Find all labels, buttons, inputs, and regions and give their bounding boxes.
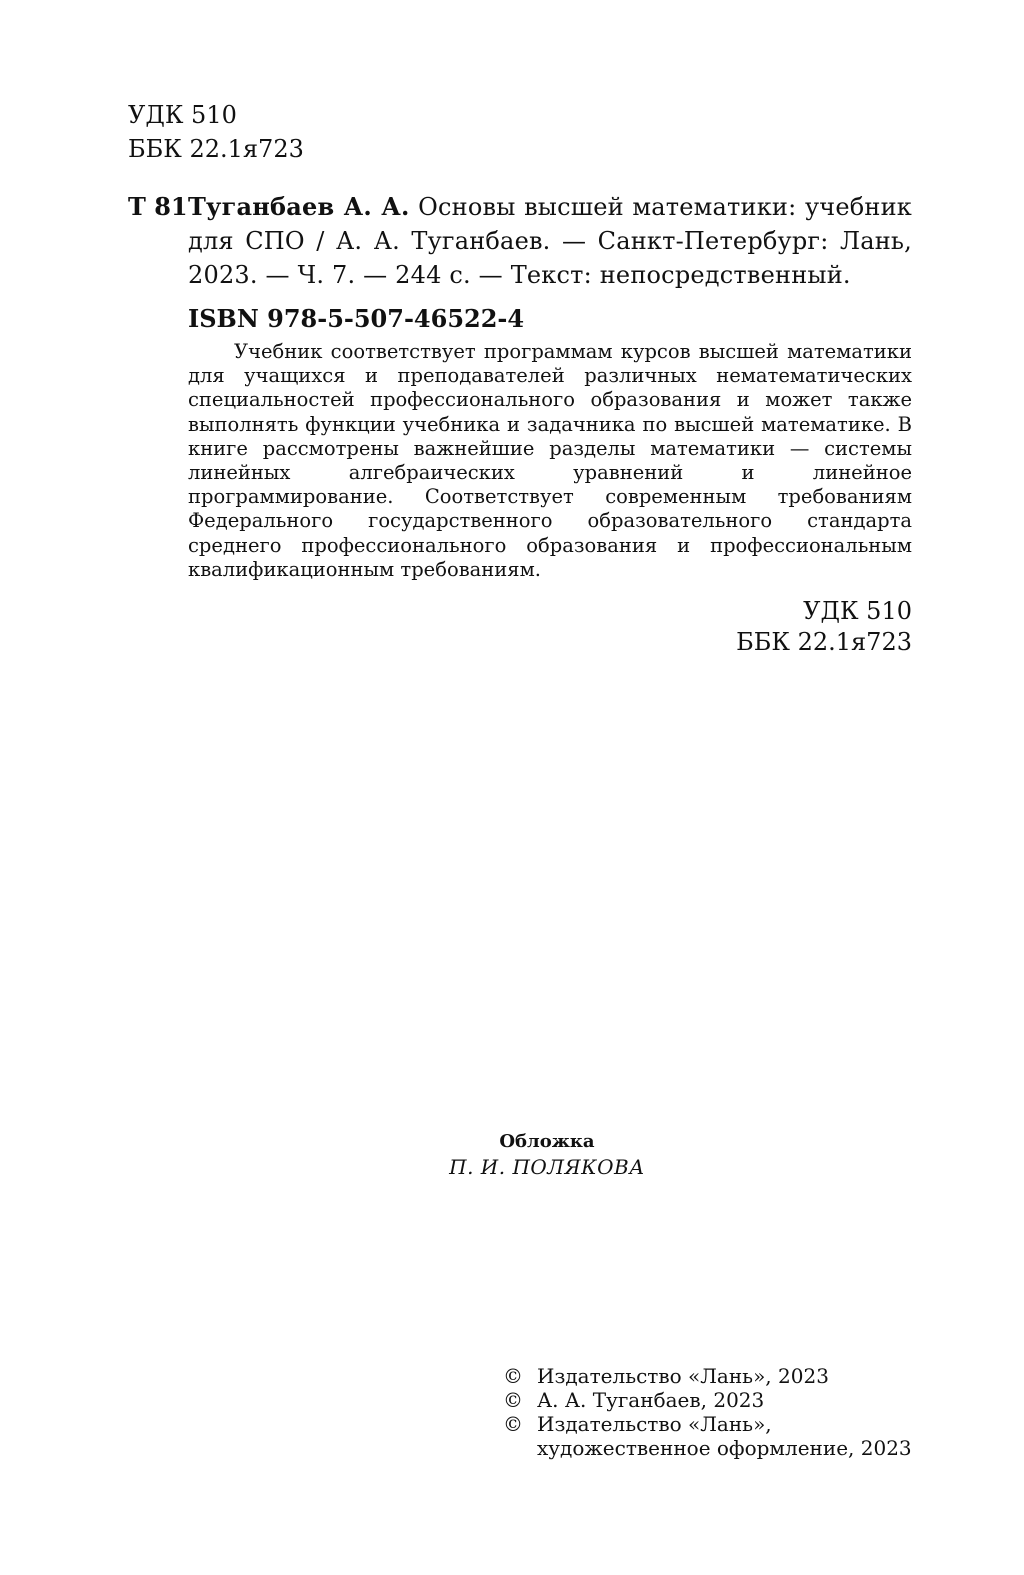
copyright-line (503, 1388, 912, 1412)
isbn: ISBN 978-5-507-46522-4 (188, 304, 525, 333)
copyright-text: А. А. Туганбаев, 2023 (537, 1388, 765, 1412)
bibliographic-description (188, 190, 912, 292)
cover-designer: П. И. ПОЛЯКОВА (449, 1155, 645, 1179)
bibliographic-text: Основы высшей математики: учебник для СПО / А. А. Туганбаев. — Санкт-Петербург: Лань, 2023. — Ч. 7. — 244 с. — Текст: непосредственный. (188, 193, 912, 289)
annotation-paragraph: Учебник соответствует программам курсов высшей математики для учащихся и преподавателей различных нематематических специальностей профессионального образования и может также выполнять функции учебника и задачника по высшей математике. В книге рассмотрены важнейшие разделы математики — системы линейных алгебраических уравнений и линейное программирование. Соответствует современным требованиям Федерального государственного образовательного стандарта среднего профессионального образования и профессиональным квалификационным требованиям. (188, 340, 912, 581)
bbk-code: ББК 22.1я723 (128, 135, 304, 163)
copyright-line (503, 1364, 912, 1388)
cover-label: Обложка (499, 1131, 595, 1152)
classification-codes-top (128, 98, 304, 166)
copyright-text: Издательство «Лань», (537, 1412, 772, 1436)
udk-code-bottom: УДК 510 (803, 597, 912, 626)
copyright-symbol: © (503, 1388, 523, 1412)
author-name: Туганбаев А. А. (188, 192, 410, 221)
udk-code: УДК 510 (128, 101, 237, 129)
classification-codes-bottom (188, 596, 912, 658)
bibliographic-entry (128, 190, 912, 658)
copyright-symbol: © (503, 1364, 523, 1388)
cover-credit (0, 1130, 1024, 1180)
bbk-code-bottom: ББК 22.1я723 (736, 628, 912, 657)
author-mark: Т 81 (128, 192, 188, 221)
copyright-symbol: © (503, 1412, 523, 1436)
copyright-line (503, 1412, 912, 1436)
copyright-text: Издательство «Лань», 2023 (537, 1364, 829, 1388)
copyright-notices (503, 1364, 912, 1460)
copyright-continuation: художественное оформление, 2023 (537, 1436, 912, 1460)
